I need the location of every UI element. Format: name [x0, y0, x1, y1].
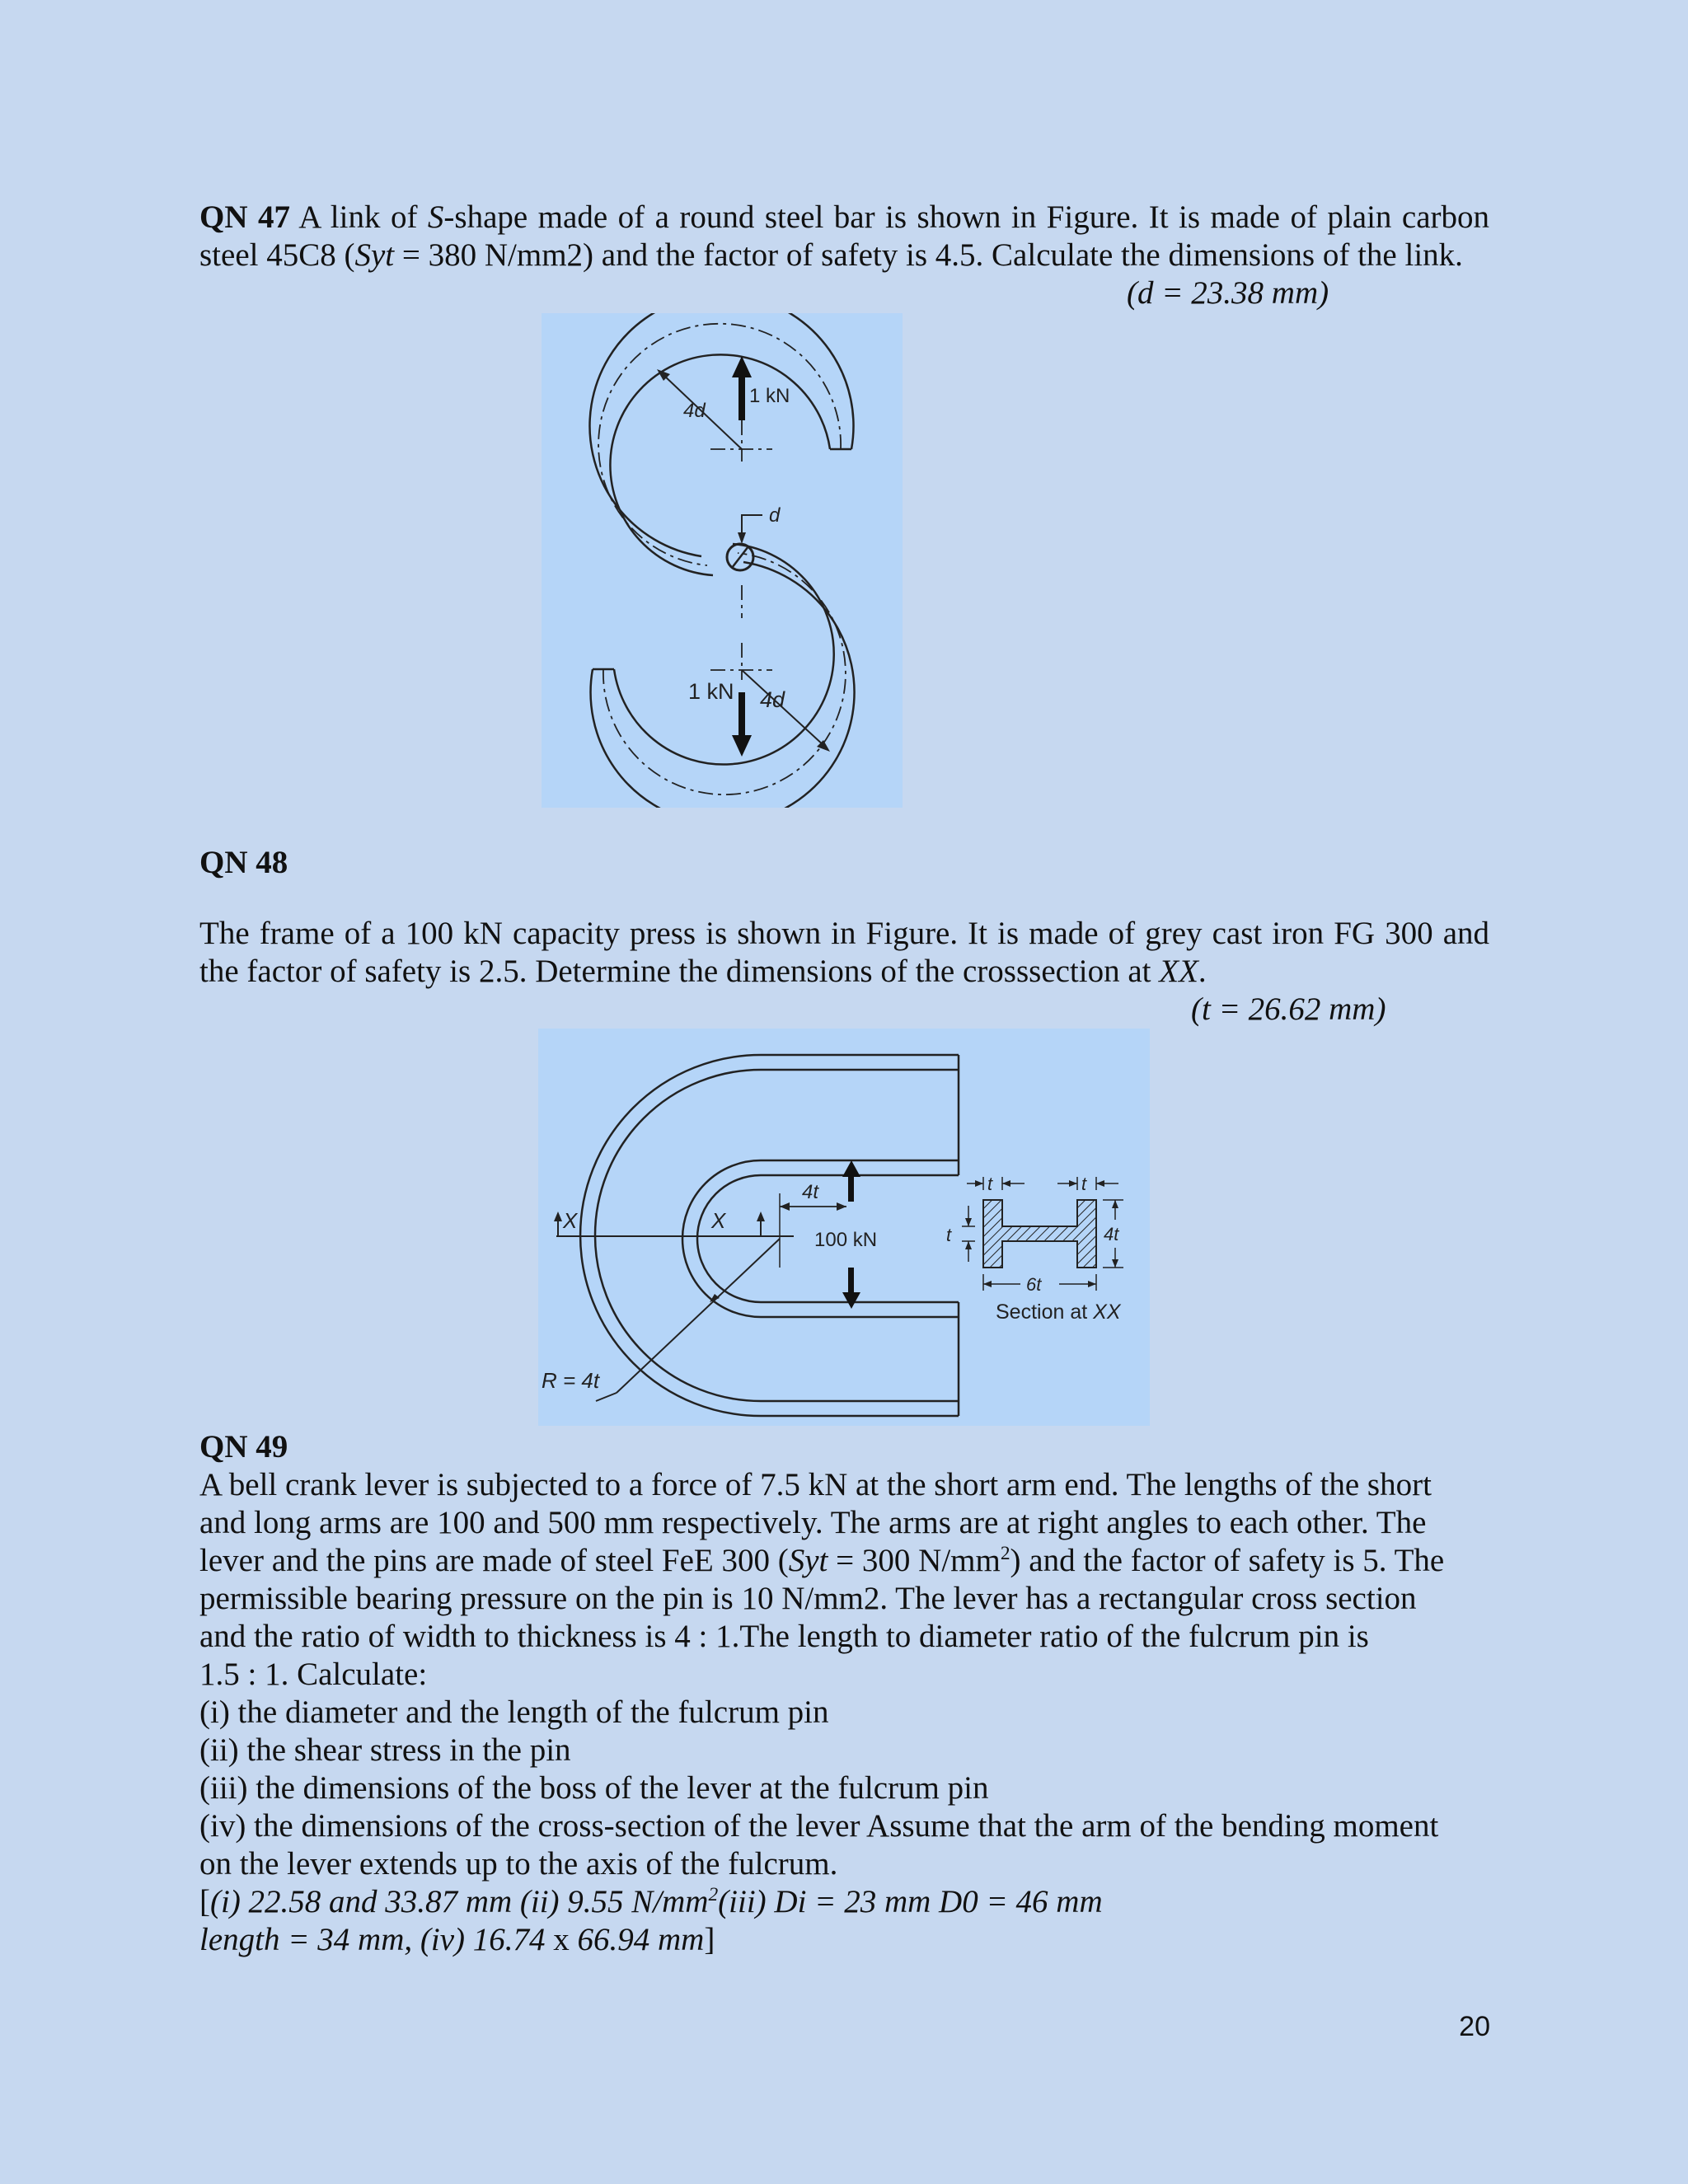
- qn49-answer-line-2: [199, 1921, 1489, 1959]
- qn48-t-top-right-label: t: [1081, 1174, 1087, 1194]
- qn47-radius-top-label: 4d: [683, 400, 706, 422]
- qn49-ans1-open: [: [199, 1884, 210, 1919]
- qn49-line-1: A bell crank lever is subjected to a force of 7.5 kN at the short arm end. The lengths of the short: [199, 1467, 1432, 1502]
- qn47-diameter-label: d: [769, 504, 781, 527]
- qn49-line-6: 1.5 : 1. Calculate:: [199, 1657, 428, 1692]
- qn49-label: QN 49: [199, 1429, 288, 1465]
- qn48-section-label: Section at: [996, 1301, 1094, 1324]
- qn48-answer: (t = 26.62 mm): [1191, 991, 1386, 1027]
- qn49-line-9: (iii) the dimensions of the boss of the lever at the fulcrum pin: [199, 1770, 989, 1806]
- qn48-4t-right-label: 4t: [1104, 1224, 1119, 1244]
- qn49-line-3: [199, 1542, 1489, 1580]
- qn48-paragraph: [199, 915, 1489, 991]
- qn47-text-c: = 380 N/mm2) and the factor of safety is 4.5. Calculate the dimensions of the link.: [394, 237, 1463, 273]
- qn49-l3b: = 300 N/mm: [828, 1543, 1001, 1578]
- qn48-x-left-label: X: [563, 1208, 578, 1233]
- qn49-l3c: ) and the factor of safety is 5. The: [1010, 1543, 1445, 1578]
- qn48-t-top-left-label: t: [987, 1174, 993, 1194]
- qn48-x-right-label: X: [711, 1208, 726, 1233]
- qn49-ans2-x: x: [545, 1922, 578, 1957]
- s-link-diagram: [542, 313, 903, 808]
- qn49-line-5: and the ratio of width to thickness is 4 : 1.The length to diameter ratio of the fulcrum pin is: [199, 1619, 1369, 1654]
- qn49-l3a: lever and the pins are made of steel FeE 300 (: [199, 1543, 789, 1578]
- qn47-load-top-label: 1 kN: [749, 385, 790, 407]
- qn47-text-a: A link of: [289, 199, 428, 235]
- qn47-text-s: S: [427, 199, 444, 235]
- qn47-radius-bottom-label: 4d: [760, 687, 785, 712]
- qn49-ans1-b: (iii) Di = 23 mm D0 = 46 mm: [718, 1884, 1103, 1919]
- qn47-answer: (d = 23.38 mm): [1127, 275, 1329, 311]
- qn47-label: QN 47: [199, 199, 290, 235]
- qn49-l3syt: Syt: [788, 1543, 828, 1578]
- qn48-radius-label: R = 4t: [542, 1368, 600, 1393]
- qn48-figure: [538, 1029, 1150, 1426]
- qn49-ans1-sup: 2: [708, 1884, 719, 1905]
- qn48-section-caption: [996, 1301, 1122, 1324]
- qn48-4t-label: 4t: [802, 1181, 819, 1203]
- qn49-body: [199, 1466, 1489, 1959]
- qn47-figure: [542, 313, 903, 808]
- qn49-line-11: on the lever extends up to the axis of the fulcrum.: [199, 1846, 838, 1882]
- qn48-text-b: .: [1198, 954, 1207, 989]
- press-frame-diagram: [538, 1029, 1150, 1426]
- qn47-paragraph: [199, 199, 1489, 274]
- qn47-syt: Syt: [354, 237, 395, 273]
- qn49-line-10: (iv) the dimensions of the cross-section of the lever Assume that the arm of the bending moment: [199, 1808, 1439, 1844]
- qn49-answer-line-1: [199, 1883, 1489, 1921]
- qn48-6t-label: 6t: [1026, 1274, 1042, 1295]
- qn47-text-b: -shape made of a round steel bar is shown in Figure. It is made of plain carbon steel 45C8 (: [199, 199, 1489, 273]
- page-number: 20: [1459, 2011, 1490, 2042]
- qn49-line-2: and long arms are 100 and 500 mm respectively. The arms are at right angles to each other. The: [199, 1505, 1427, 1540]
- qn49-ans2-a: length = 34 mm, (iv) 16.74: [199, 1922, 546, 1957]
- qn48-xx: XX: [1159, 954, 1198, 989]
- qn49-line-8: (ii) the shear stress in the pin: [199, 1732, 571, 1768]
- qn49-ans1-a: (i) 22.58 and 33.87 mm (ii) 9.55 N/mm: [210, 1884, 709, 1919]
- qn48-label: QN 48: [199, 845, 288, 880]
- qn48-section-xx: XX: [1093, 1301, 1121, 1324]
- qn48-load-label: 100 kN: [814, 1229, 878, 1251]
- qn48-text-a: The frame of a 100 kN capacity press is shown in Figure. It is made of grey cast iron FG 300 and the factor of safety is 2.5. Determine the dimensions of the crosssection at: [199, 916, 1489, 989]
- qn49-line-4: permissible bearing pressure on the pin is 10 N/mm2. The lever has a rectangular cross section: [199, 1581, 1417, 1616]
- qn49-ans2-close: ]: [704, 1922, 715, 1957]
- qn49-ans2-b: 66.94 mm: [577, 1922, 705, 1957]
- qn47-load-bottom-label: 1 kN: [688, 679, 734, 704]
- qn48-t-left-label: t: [946, 1225, 952, 1245]
- qn49-line-7: (i) the diameter and the length of the fulcrum pin: [199, 1694, 829, 1730]
- qn49-l3sup: 2: [1000, 1543, 1010, 1564]
